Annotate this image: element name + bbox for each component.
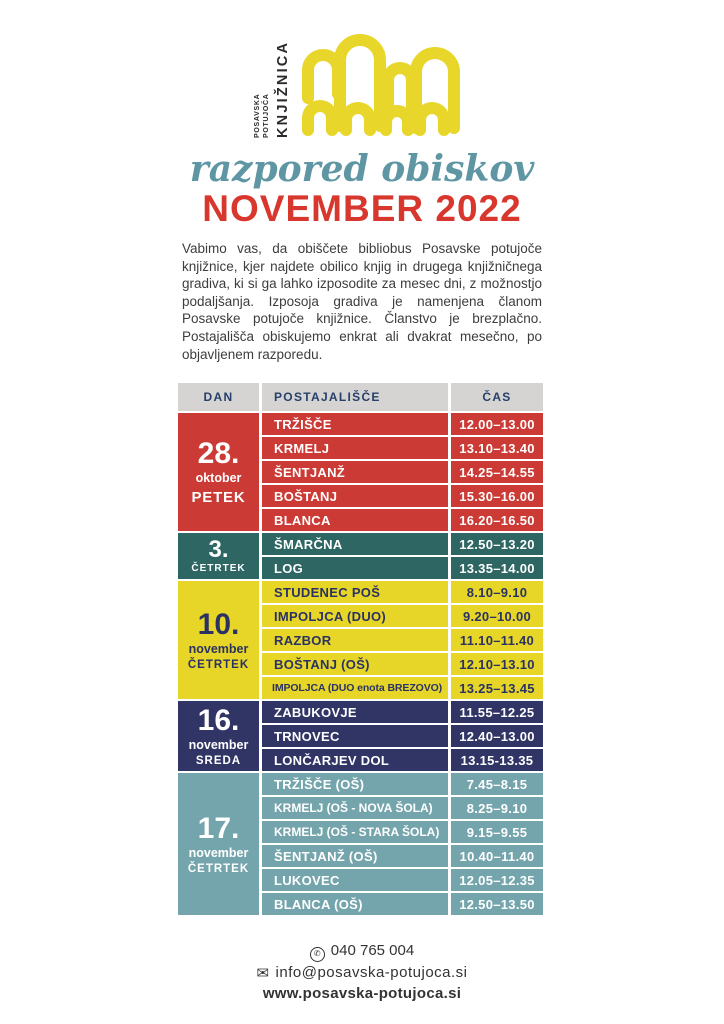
time-cell: 8.25–9.10 — [451, 797, 543, 819]
schedule-group — [178, 773, 543, 915]
schedule-table-body — [178, 413, 543, 915]
station-cell: LUKOVEC — [262, 869, 448, 891]
schedule-row — [262, 509, 543, 531]
schedule-row — [262, 557, 543, 579]
group-rows — [262, 701, 543, 771]
arches-logo-icon — [298, 26, 464, 138]
day-number: 3. — [208, 536, 229, 563]
schedule-row — [262, 869, 543, 891]
day-weekday: ČETRTEK — [191, 563, 246, 574]
day-cell — [178, 533, 259, 579]
schedule-row — [262, 773, 543, 795]
group-rows — [262, 773, 543, 915]
poster-title: NOVEMBER 2022 — [202, 188, 522, 229]
day-number: 16. — [197, 703, 240, 737]
header-postajalisce: POSTAJALIŠČE — [262, 383, 448, 411]
day-month: november — [188, 641, 249, 656]
time-cell: 12.00–13.00 — [451, 413, 543, 435]
poster-subtitle: razpored obiskov — [189, 148, 535, 190]
station-cell: LONČARJEV DOL — [262, 749, 448, 771]
station-cell: KRMELJ (OŠ - STARA ŠOLA) — [262, 821, 448, 843]
time-cell: 13.15-13.35 — [451, 749, 543, 771]
day-weekday: ČETRTEK — [187, 658, 250, 671]
logo-text-knjiznica: KNJIŽNICA — [274, 40, 291, 138]
day-number: 10. — [197, 607, 240, 641]
schedule-row — [262, 533, 543, 555]
schedule-group — [178, 533, 543, 579]
schedule-row — [262, 893, 543, 915]
station-cell: STUDENEC POŠ — [262, 581, 448, 603]
day-month: oktober — [195, 470, 242, 485]
station-cell: TRŽIŠČE (OŠ) — [262, 773, 448, 795]
day-cell — [178, 413, 259, 531]
station-cell: KRMELJ (OŠ - NOVA ŠOLA) — [262, 797, 448, 819]
station-cell: BLANCA (OŠ) — [262, 893, 448, 915]
time-cell: 13.10–13.40 — [451, 437, 543, 459]
day-cell — [178, 581, 259, 699]
phone-icon: ✆ — [310, 947, 325, 962]
schedule-row — [262, 701, 543, 723]
schedule-row — [262, 845, 543, 867]
schedule-table — [178, 383, 543, 917]
logo-text-small — [253, 28, 272, 138]
day-month: november — [188, 845, 249, 860]
header-cas: ČAS — [451, 383, 543, 411]
website-url: www.posavska-potujoca.si — [262, 984, 462, 1002]
schedule-row — [262, 821, 543, 843]
time-cell: 9.15–9.55 — [451, 821, 543, 843]
station-cell: TRNOVEC — [262, 725, 448, 747]
schedule-row — [262, 749, 543, 771]
time-cell: 8.10–9.10 — [451, 581, 543, 603]
station-cell: BOŠTANJ — [262, 485, 448, 507]
station-cell: ŠENTJANŽ — [262, 461, 448, 483]
time-cell: 11.55–12.25 — [451, 701, 543, 723]
schedule-row — [262, 485, 543, 507]
station-cell: BLANCA — [262, 509, 448, 531]
schedule-group — [178, 581, 543, 699]
time-cell: 10.40–11.40 — [451, 845, 543, 867]
logo-text-posavska: POSAVSKA — [254, 93, 261, 138]
email-icon: ✉ — [256, 964, 270, 982]
schedule-row — [262, 437, 543, 459]
schedule-row — [262, 797, 543, 819]
station-cell: ŠENTJANŽ (OŠ) — [262, 845, 448, 867]
schedule-group — [178, 701, 543, 771]
logo-text-potujoca: POTUJOČA — [263, 93, 271, 138]
schedule-row — [262, 725, 543, 747]
time-cell: 12.50–13.50 — [451, 893, 543, 915]
schedule-row — [262, 581, 543, 603]
email-line — [0, 963, 724, 983]
time-cell: 16.20–16.50 — [451, 509, 543, 531]
time-cell: 13.25–13.45 — [451, 677, 543, 699]
group-rows — [262, 533, 543, 579]
schedule-row — [262, 677, 543, 699]
station-cell: RAZBOR — [262, 629, 448, 651]
time-cell: 11.10–11.40 — [451, 629, 543, 651]
station-cell: BOŠTANJ (OŠ) — [262, 653, 448, 675]
station-cell: LOG — [262, 557, 448, 579]
day-month: november — [188, 737, 249, 752]
day-cell — [178, 701, 259, 771]
day-weekday: ČETRTEK — [187, 862, 250, 875]
station-cell: IMPOLJCA (DUO) — [262, 605, 448, 627]
day-cell — [178, 773, 259, 915]
schedule-group — [178, 413, 543, 531]
table-header-row — [178, 383, 543, 411]
station-cell: IMPOLJCA (DUO enota BREZOVO) — [262, 677, 448, 699]
schedule-row — [262, 605, 543, 627]
station-cell: ZABUKOVJE — [262, 701, 448, 723]
schedule-row — [262, 629, 543, 651]
time-cell: 9.20–10.00 — [451, 605, 543, 627]
time-cell: 12.05–12.35 — [451, 869, 543, 891]
group-rows — [262, 413, 543, 531]
station-cell: KRMELJ — [262, 437, 448, 459]
header-dan: DAN — [178, 383, 259, 411]
day-weekday: SREDA — [195, 754, 242, 767]
schedule-row — [262, 653, 543, 675]
time-cell: 14.25–14.55 — [451, 461, 543, 483]
email-address: info@posavska-potujoca.si — [275, 963, 468, 981]
time-cell: 15.30–16.00 — [451, 485, 543, 507]
schedule-row — [262, 461, 543, 483]
phone-line — [0, 941, 724, 962]
time-cell: 12.10–13.10 — [451, 653, 543, 675]
time-cell: 12.40–13.00 — [451, 725, 543, 747]
contact-footer — [0, 941, 724, 1004]
group-rows — [262, 581, 543, 699]
intro-paragraph: Vabimo vas, da obiščete bibliobus Posavske potujoče knjižnice, kjer najdete obilico knjig in drugega knjižničnega gradiva, ki si ga lahko izposodite za mesec dni, z možnostjo podaljšanja. Izposoja gradiva je namenjena članom Posavske potujoče knjižnice. Članstvo je brezplačno. Postajališča obiskujemo enkrat ali dvakrat mesečno, po objavljenem razporedu. — [182, 241, 542, 362]
day-number: 28. — [197, 436, 240, 470]
time-cell: 13.35–14.00 — [451, 557, 543, 579]
logo-wordmark — [253, 28, 291, 138]
station-cell: ŠMARČNA — [262, 533, 448, 555]
time-cell: 12.50–13.20 — [451, 533, 543, 555]
phone-number: 040 765 004 — [330, 942, 415, 959]
station-cell: TRŽIŠČE — [262, 413, 448, 435]
day-number: 17. — [197, 811, 240, 845]
schedule-row — [262, 413, 543, 435]
time-cell: 7.45–8.15 — [451, 773, 543, 795]
day-weekday: PETEK — [191, 488, 246, 506]
